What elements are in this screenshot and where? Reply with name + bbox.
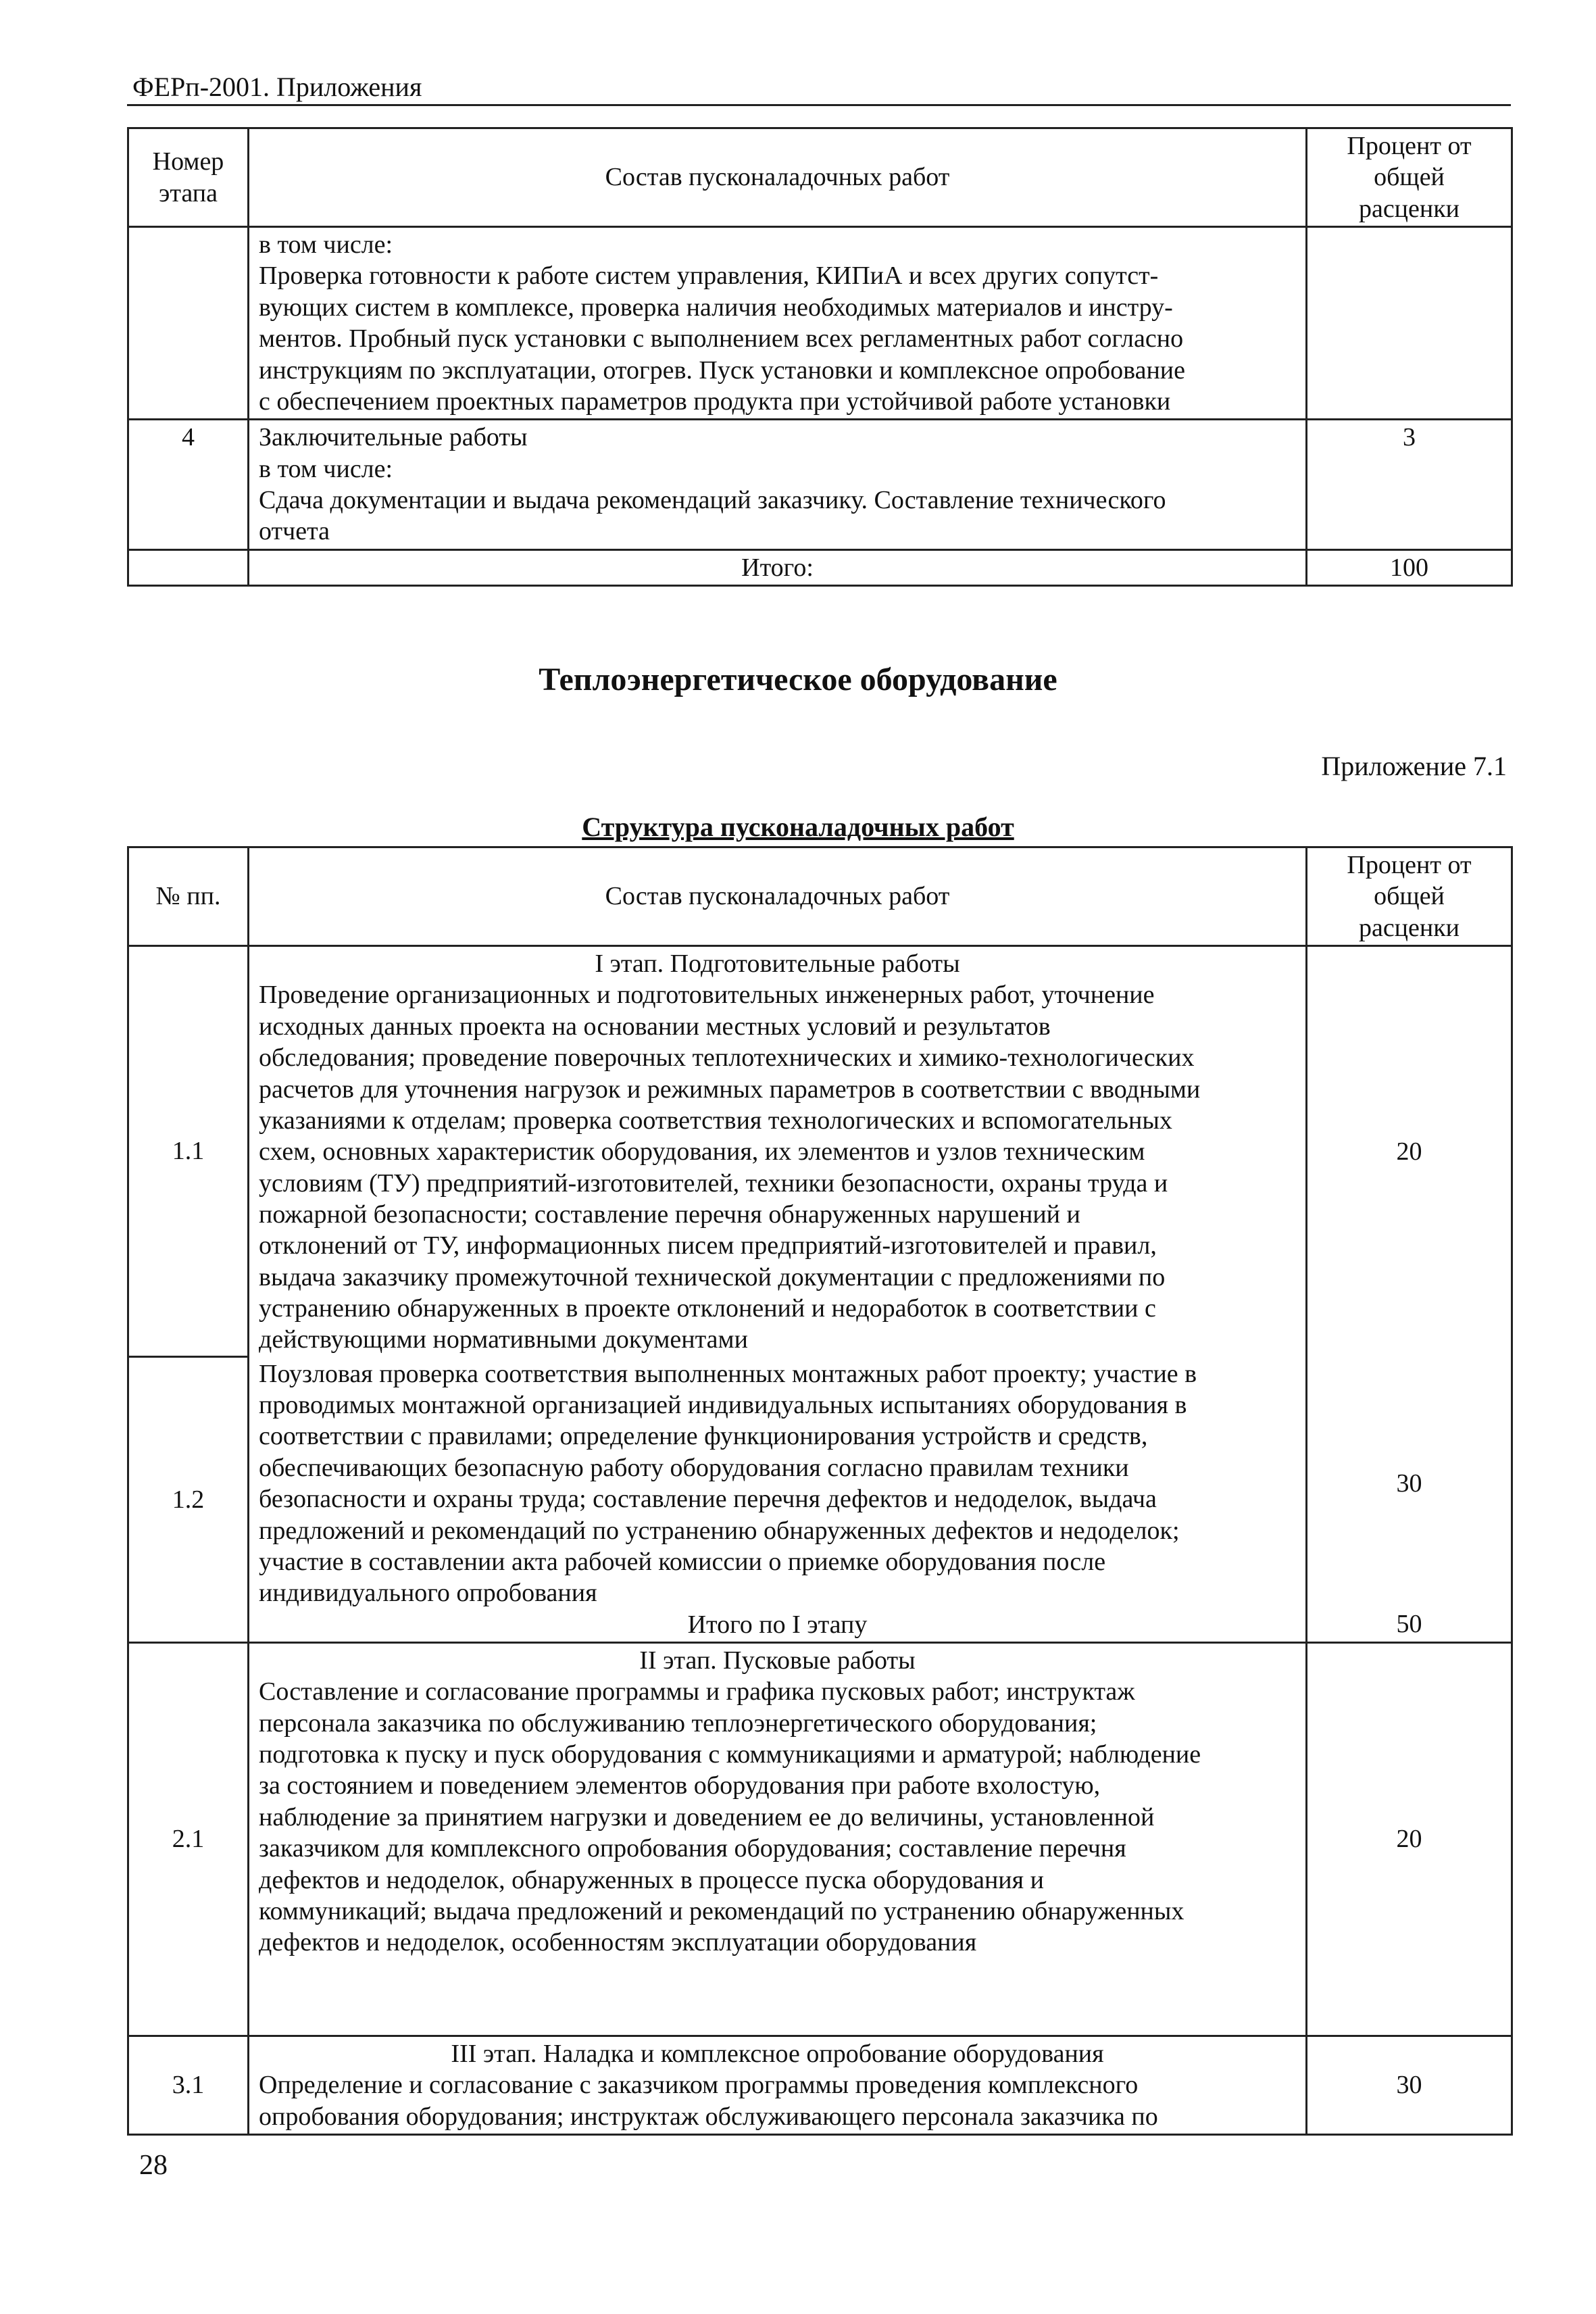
stages-table-continued xyxy=(127,127,1513,587)
page-number: 28 xyxy=(139,2150,168,2181)
row-percent: 30 xyxy=(1396,1469,1422,1498)
total-value: 100 xyxy=(1307,549,1512,585)
row-line: дефектов и недоделок, обнаруженных в процессе пуска оборудования и xyxy=(259,1865,1044,1894)
header-line: Номер xyxy=(152,147,224,176)
stage-title: III этап. Наладка и комплексное опробование оборудования xyxy=(451,2039,1104,2068)
row-line: Определение и согласование с заказчиком программы проведения комплексного xyxy=(259,2071,1139,2100)
table-row xyxy=(128,1357,1512,1643)
row-line: Составление и согласование программы и графика пусковых работ; инструктаж xyxy=(259,1677,1135,1706)
row-line: безопасности и охраны труда; составление перечня дефектов и недоделок, выдача xyxy=(259,1485,1157,1514)
row-line: соответствии с правилами; определение функционирования устройств и средств, xyxy=(259,1422,1148,1451)
row-percent: 3 xyxy=(1307,420,1512,549)
row-number: 1.1 xyxy=(128,946,249,1357)
column-header-content: Состав пусконаладочных работ xyxy=(249,847,1307,946)
row-number xyxy=(128,227,249,420)
stage-title: II этап. Пусковые работы xyxy=(639,1646,916,1675)
header-line: общей xyxy=(1374,163,1445,192)
row-number: 3.1 xyxy=(128,2036,249,2134)
row-line: ментов. Пробный пуск установки с выполнением всех регламентных работ согласно xyxy=(259,324,1184,353)
header-line: расценки xyxy=(1358,194,1460,223)
total-row xyxy=(128,549,1512,585)
row-line: инструкциям по эксплуатации, отогрев. Пуск установки и комплексное опробование xyxy=(259,355,1185,385)
row-line: подготовка к пуску и пуск оборудования с коммуникациями и арматурой; наблюдение xyxy=(259,1740,1201,1769)
row-line: схем, основных характеристик оборудования, их элементов и узлов техническим xyxy=(259,1137,1145,1166)
table-row xyxy=(128,227,1512,420)
row-content xyxy=(249,946,1307,1357)
row-line: персонала заказчика по обслуживанию теплоэнергетического оборудования; xyxy=(259,1708,1097,1738)
stage-title: I этап. Подготовительные работы xyxy=(595,950,960,979)
row-number: 2.1 xyxy=(128,1642,249,2036)
total-label: Итого: xyxy=(249,549,1307,585)
row-line: устранению обнаруженных в проекте отклонений и недоработок в соответствии с xyxy=(259,1294,1156,1323)
stage-total-value: 50 xyxy=(1396,1609,1422,1638)
row-number: 1.2 xyxy=(128,1357,249,1643)
row-line: опробования оборудования; инструктаж обслуживающего персонала заказчика по xyxy=(259,2102,1158,2131)
column-header-stage-number xyxy=(128,128,249,227)
row-line: Проверка готовности к работе систем управления, КИПиА и всех других сопутст- xyxy=(259,262,1159,291)
row-content xyxy=(249,1642,1307,2036)
row-line: Сдача документации и выдача рекомендаций заказчику. Составление технического xyxy=(259,485,1166,514)
row-line: индивидуального опробования xyxy=(259,1579,597,1608)
row-line: Поузловая проверка соответствия выполненных монтажных работ проекту; участие в xyxy=(259,1359,1197,1388)
column-header-percent xyxy=(1307,847,1512,946)
table-row xyxy=(128,420,1512,549)
row-content xyxy=(249,227,1307,420)
row-content xyxy=(249,420,1307,549)
row-line: в том числе: xyxy=(259,454,393,483)
row-line: расчетов для уточнения нагрузок и режимных параметров в соответствии с вводными xyxy=(259,1075,1201,1104)
row-number: 4 xyxy=(128,420,249,549)
column-header-item-number: № пп. xyxy=(128,847,249,946)
header-line: общей xyxy=(1374,882,1445,911)
row-line: пожарной безопасности; составление перечня обнаруженных нарушений и xyxy=(259,1200,1080,1229)
header-line: Процент от xyxy=(1347,132,1472,160)
row-line: участие в составлении акта рабочей комиссии о приемке оборудования после xyxy=(259,1547,1106,1576)
row-line: в том числе: xyxy=(259,230,393,260)
row-percent: 30 xyxy=(1307,2036,1512,2134)
row-line: за состоянием и поведением элементов оборудования при работе вхолостую, xyxy=(259,1771,1101,1800)
table-row xyxy=(128,946,1512,1357)
structure-title: Структура пусконаладочных работ xyxy=(582,812,1014,842)
row-line: дефектов и недоделок, особенностям эксплуатации оборудования xyxy=(259,1928,977,1957)
table-row xyxy=(128,2036,1512,2134)
row-line: отчета xyxy=(259,517,330,546)
section-title: Теплоэнергетическое оборудование xyxy=(539,662,1057,697)
running-header-title: ФЕРп-2001. Приложения xyxy=(132,72,422,102)
row-line: Заключительные работы xyxy=(259,423,528,452)
header-line: этапа xyxy=(159,178,218,207)
table-row xyxy=(128,1642,1512,2036)
row-line: коммуникаций; выдача предложений и рекомендаций по устранению обнаруженных xyxy=(259,1896,1184,1925)
table-header-row xyxy=(128,847,1512,946)
row-line: указаниями к отделам; проверка соответствия технологических и вспомогательных xyxy=(259,1106,1172,1135)
row-line: с обеспечением проектных параметров продукта при устойчивой работе установки xyxy=(259,387,1171,416)
row-content xyxy=(249,2036,1307,2134)
stage-total-label: Итого по I этапу xyxy=(687,1610,868,1639)
row-percent-cell xyxy=(1307,1357,1512,1643)
row-percent: 20 xyxy=(1307,1642,1512,2036)
row-line: обеспечивающих безопасную работу оборудования согласно правилам техники xyxy=(259,1453,1129,1482)
appendix-label: Приложение 7.1 xyxy=(1321,751,1507,781)
row-line: действующими нормативными документами xyxy=(259,1325,748,1354)
row-percent xyxy=(1307,227,1512,420)
row-line: обследования; проведение поверочных теплотехнических и химико-технологических xyxy=(259,1043,1195,1073)
row-line: выдача заказчику промежуточной технической документации с предложениями по xyxy=(259,1262,1166,1291)
structure-table xyxy=(127,846,1513,2136)
row-content xyxy=(249,1357,1307,1643)
row-line: проводимых монтажной организацией индивидуальных испытаниях оборудования в xyxy=(259,1391,1187,1420)
column-header-percent xyxy=(1307,128,1512,227)
row-line: наблюдение за принятием нагрузки и доведением ее до величины, установленной xyxy=(259,1802,1155,1831)
row-line: Проведение организационных и подготовительных инженерных работ, уточнение xyxy=(259,981,1155,1010)
row-line: отклонений от ТУ, информационных писем предприятий-изготовителей и правил, xyxy=(259,1231,1157,1260)
column-header-content: Состав пусконаладочных работ xyxy=(249,128,1307,227)
row-line: исходных данных проекта на основании местных условий и результатов xyxy=(259,1012,1051,1041)
header-line: расценки xyxy=(1358,913,1460,942)
header-line: Процент от xyxy=(1347,851,1472,879)
row-line: предложений и рекомендаций по устранению обнаруженных дефектов и недоделок; xyxy=(259,1516,1180,1545)
row-line: условиям (ТУ) предприятий-изготовителей, техники безопасности, охраны труда и xyxy=(259,1168,1168,1198)
total-empty-cell xyxy=(128,549,249,585)
row-percent: 20 xyxy=(1307,946,1512,1357)
table-header-row xyxy=(128,128,1512,227)
row-line: заказчиком для комплексного опробования оборудования; составление перечня xyxy=(259,1834,1126,1863)
running-header xyxy=(127,68,1511,106)
row-line: вующих систем в комплексе, проверка наличия необходимых материалов и инстру- xyxy=(259,293,1173,322)
